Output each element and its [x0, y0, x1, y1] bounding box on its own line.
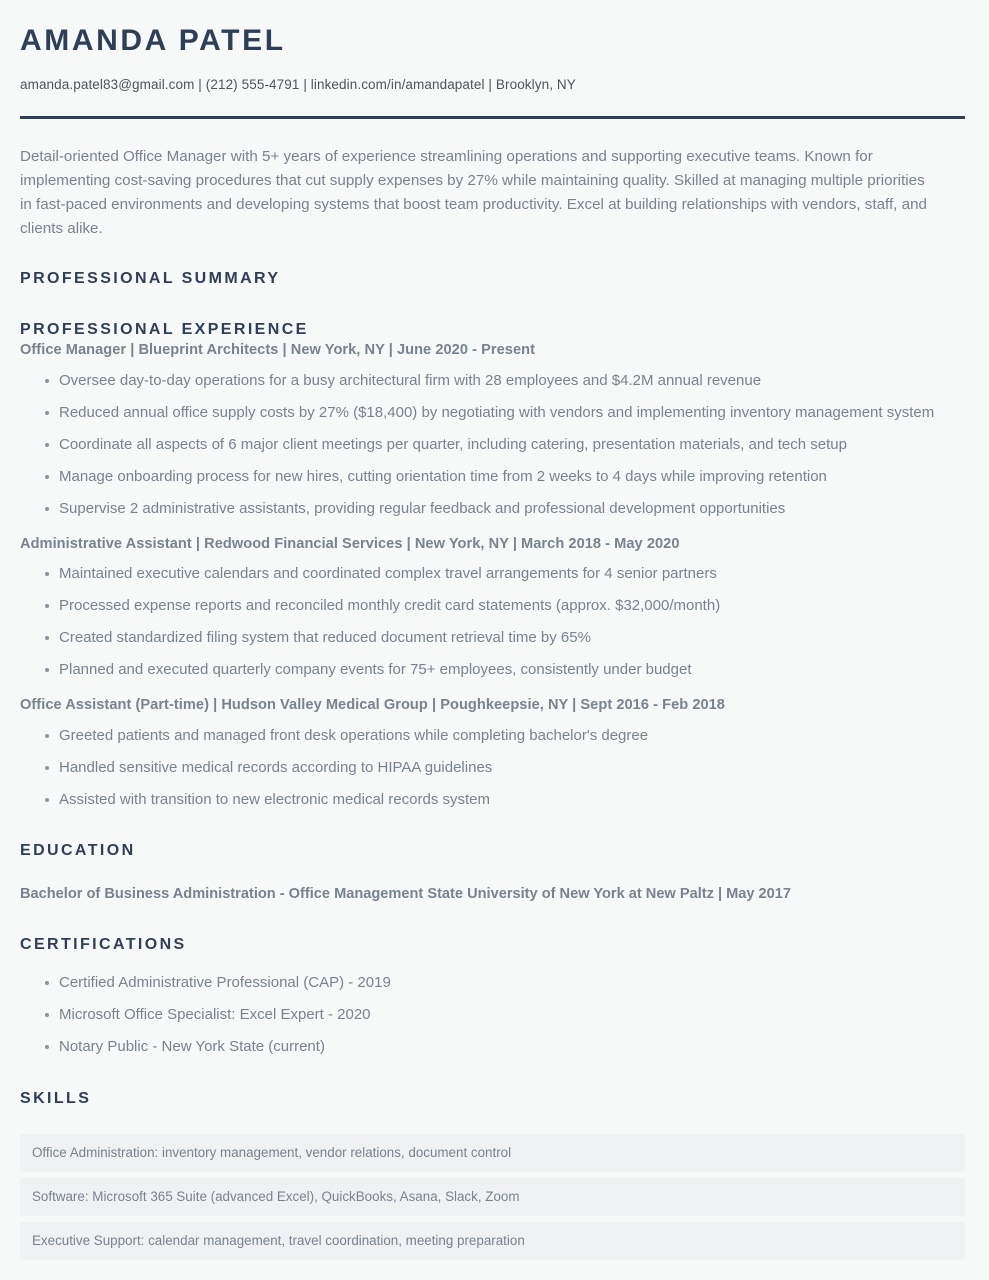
section-heading-certifications: CERTIFICATIONS [20, 936, 187, 954]
job-bullet: Processed expense reports and reconciled monthly credit card statements (approx. $32,000/month) [20, 594, 965, 617]
section-heading-skills: SKILLS [20, 1090, 92, 1108]
job-bullet-list [20, 724, 965, 811]
job-bullet: Handled sensitive medical records according to HIPAA guidelines [20, 756, 965, 779]
education-entry: Bachelor of Business Administration - Office Management State University of New York at New Paltz | May 2017 [20, 885, 792, 902]
job-bullet: Maintained executive calendars and coordinated complex travel arrangements for 4 senior partners [20, 562, 965, 585]
skill-bar: Executive Support: calendar management, travel coordination, meeting preparation [20, 1222, 965, 1260]
certification-item: Microsoft Office Specialist: Excel Expert - 2020 [20, 1003, 965, 1026]
job-heading: Administrative Assistant | Redwood Financial Services | New York, NY | March 2018 - May 2020 [20, 535, 680, 552]
contact-line: amanda.patel83@gmail.com | (212) 555-4791 | linkedin.com/in/amandapatel | Brooklyn, NY [20, 76, 576, 92]
job-bullet: Planned and executed quarterly company events for 75+ employees, consistently under budget [20, 658, 965, 681]
skill-bar: Office Administration: inventory management, vendor relations, document control [20, 1134, 965, 1172]
job-bullet: Manage onboarding process for new hires, cutting orientation time from 2 weeks to 4 days while improving retention [20, 465, 965, 488]
experience-entry [20, 535, 965, 682]
certification-item: Notary Public - New York State (current) [20, 1035, 965, 1058]
certification-item: Certified Administrative Professional (CAP) - 2019 [20, 971, 965, 994]
job-heading: Office Assistant (Part-time) | Hudson Valley Medical Group | Poughkeepsie, NY | Sept 2016 - Feb 2018 [20, 697, 725, 714]
job-bullet-list [20, 562, 965, 681]
section-heading-professional-summary: PROFESSIONAL SUMMARY [20, 270, 281, 288]
header-divider [20, 116, 965, 119]
job-bullet-list [20, 369, 965, 520]
job-bullet: Coordinate all aspects of 6 major client meetings per quarter, including catering, presentation materials, and tech setup [20, 433, 965, 456]
experience-entry [20, 696, 965, 811]
job-bullet: Greeted patients and managed front desk operations while completing bachelor's degree [20, 724, 965, 747]
job-bullet: Reduced annual office supply costs by 27% ($18,400) by negotiating with vendors and implementing inventory management system [20, 401, 965, 424]
summary-paragraph: Detail-oriented Office Manager with 5+ years of experience streamlining operations and supporting executive teams. Known for implementing cost-saving procedures that cut supply expenses by 27% while maintaining quality. Skilled at managing multiple priorities in fast-paced environments and developing systems that boost team productivity. Excel at building relationships with vendors, staff, and clients alike. [20, 148, 927, 238]
job-bullet: Oversee day-to-day operations for a busy architectural firm with 28 employees and $4.2M annual revenue [20, 369, 965, 392]
skills-list [20, 1134, 965, 1260]
experience-entry [20, 341, 965, 520]
candidate-name: AMANDA PATEL [20, 24, 286, 57]
job-heading: Office Manager | Blueprint Architects | New York, NY | June 2020 - Present [20, 341, 535, 358]
certification-list [20, 971, 965, 1058]
job-bullet: Assisted with transition to new electronic medical records system [20, 788, 965, 811]
job-bullet: Supervise 2 administrative assistants, providing regular feedback and professional development opportunities [20, 497, 965, 520]
skill-bar: Software: Microsoft 365 Suite (advanced Excel), QuickBooks, Asana, Slack, Zoom [20, 1178, 965, 1216]
section-heading-professional-experience: PROFESSIONAL EXPERIENCE [20, 321, 309, 339]
section-heading-education: EDUCATION [20, 842, 136, 860]
job-bullet: Created standardized filing system that reduced document retrieval time by 65% [20, 626, 965, 649]
